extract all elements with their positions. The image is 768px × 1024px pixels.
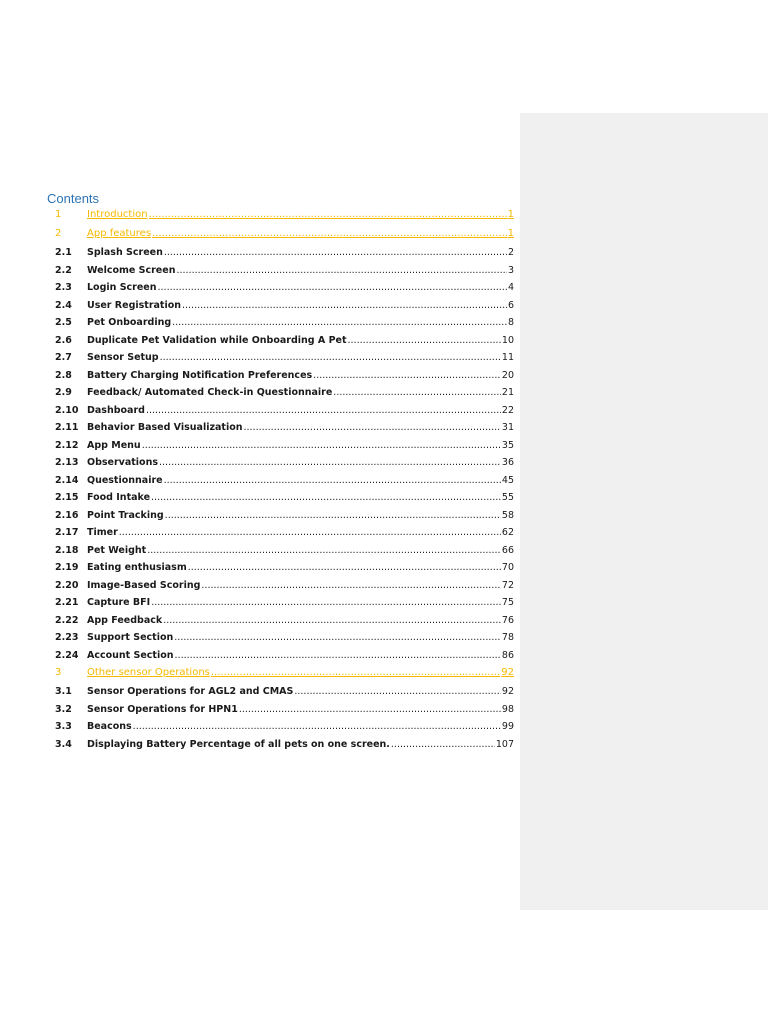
toc-entry-title[interactable]: Food Intake [87,492,151,503]
toc-entry[interactable] [55,282,514,300]
toc-entry[interactable] [55,352,514,370]
toc-entry-page-number: 92 [501,667,514,678]
toc-entry[interactable] [55,317,514,335]
toc-entry-page-number: 4 [507,282,514,293]
toc-entry[interactable] [55,300,514,318]
toc-entry-number: 2.16 [55,509,79,521]
toc-entry[interactable] [55,580,514,598]
toc-entry[interactable] [55,492,514,510]
toc-dot-leader [201,580,501,591]
toc-dot-leader [133,721,501,732]
toc-entry-number: 2.12 [55,439,79,451]
toc-entry-number: 2.13 [55,457,79,468]
toc-dot-leader [159,457,501,468]
toc-entry[interactable] [55,457,514,475]
toc-entry-page-number: 92 [501,686,514,697]
toc-entry-page-number: 98 [501,703,514,715]
toc-entry-number: 2.21 [55,597,79,608]
toc-entry-number: 2.22 [55,614,79,626]
toc-entry-number: 1 [55,209,62,220]
table-of-contents [55,209,514,756]
toc-entry[interactable] [55,545,514,563]
toc-entry-page-number: 22 [501,404,514,416]
toc-entry-number: 2.4 [55,299,72,311]
toc-entry-number: 3 [55,667,62,678]
toc-entry-title[interactable]: Displaying Battery Percentage of all pets on one screen. [87,738,390,750]
toc-entry-title[interactable]: Behavior Based Visualization [87,422,243,433]
toc-entry-page-number: 6 [507,299,514,311]
toc-dot-leader [333,387,501,398]
toc-dot-leader [151,597,501,608]
toc-entry-number: 2.9 [55,387,72,398]
toc-entry[interactable] [55,370,514,388]
toc-entry-title[interactable]: Battery Charging Notification Preferences [87,369,313,381]
toc-entry-page-number: 45 [501,474,514,486]
toc-entry[interactable] [55,527,514,545]
toc-dot-leader [149,209,507,220]
toc-dot-leader [164,247,507,258]
toc-entry[interactable] [55,686,514,704]
toc-entry-number: 2.1 [55,247,72,258]
toc-entry[interactable] [55,615,514,633]
toc-entry[interactable] [55,597,514,615]
toc-entry-number: 2.14 [55,474,79,486]
toc-entry-title[interactable]: Image-Based Scoring [87,579,201,591]
toc-entry[interactable] [55,475,514,493]
toc-entry-number: 3.4 [55,738,72,750]
toc-entry-page-number: 78 [501,632,514,643]
toc-dot-leader [172,317,507,328]
toc-entry-number: 2.24 [55,649,79,661]
toc-entry[interactable] [55,265,514,283]
toc-entry-page-number: 31 [501,422,514,433]
toc-entry-title[interactable]: Sensor Operations for AGL2 and CMAS [87,686,294,697]
toc-dot-leader [151,492,501,503]
toc-entry-number: 2.18 [55,544,79,556]
toc-entry-page-number: 1 [507,209,514,220]
toc-dot-leader [182,300,507,311]
toc-entry-page-number: 66 [501,544,514,556]
toc-entry-title[interactable]: App Menu [87,439,141,451]
toc-entry[interactable] [55,510,514,528]
toc-entry-number: 2.7 [55,352,72,363]
toc-entry-page-number: 10 [501,334,514,346]
toc-entry-title[interactable]: Pet Onboarding [87,317,172,328]
toc-entry-title[interactable]: User Registration [87,299,181,311]
toc-entry-number: 2.20 [55,579,79,591]
toc-dot-leader [175,650,501,661]
toc-entry-page-number: 72 [501,579,514,591]
comment-margin-pane [520,113,768,910]
toc-entry-number: 2.5 [55,317,72,328]
toc-entry-page-number: 55 [501,492,514,503]
toc-entry[interactable] [55,562,514,580]
toc-entry[interactable] [55,704,514,722]
toc-entry-page-number: 58 [501,509,514,521]
toc-entry[interactable] [55,405,514,423]
toc-entry-page-number: 36 [501,457,514,468]
toc-entry-title[interactable]: Welcome Screen [87,264,176,276]
toc-entry-number: 2.8 [55,369,72,381]
toc-dot-leader [142,440,501,451]
toc-entry-page-number: 2 [507,247,514,258]
toc-entry-number: 2 [55,228,62,239]
toc-entry-page-number: 99 [501,721,514,732]
toc-dot-leader [391,739,495,750]
toc-entry-number: 2.2 [55,264,72,276]
toc-entry[interactable] [55,667,514,686]
toc-entry-number: 2.6 [55,334,72,346]
toc-dot-leader [294,686,501,697]
toc-entry-page-number: 20 [501,369,514,381]
toc-entry-title[interactable]: Duplicate Pet Validation while Onboarding A Pet [87,334,347,346]
toc-entry-page-number: 70 [501,562,514,573]
toc-entry-title[interactable]: Splash Screen [87,247,163,258]
toc-dot-leader [165,510,501,521]
toc-dot-leader [158,282,507,293]
toc-entry-title[interactable]: Login Screen [87,282,157,293]
toc-entry-title[interactable]: Observations [87,457,159,468]
toc-entry-title[interactable]: App features [87,228,152,239]
toc-entry-title[interactable]: Timer [87,527,118,538]
toc-entry-title[interactable]: Support Section [87,632,174,643]
toc-dot-leader [147,545,501,556]
toc-entry-number: 2.11 [55,422,79,433]
toc-entry-page-number: 86 [501,649,514,661]
toc-entry-number: 2.23 [55,632,79,643]
toc-entry-page-number: 75 [501,597,514,608]
toc-entry-page-number: 11 [501,352,514,363]
toc-entry[interactable] [55,721,514,739]
toc-entry-title[interactable]: Capture BFI [87,597,151,608]
toc-entry-title[interactable]: Point Tracking [87,509,164,521]
toc-entry-number: 2.19 [55,562,79,573]
toc-entry-number: 3.1 [55,686,72,697]
toc-entry[interactable] [55,387,514,405]
toc-entry[interactable] [55,247,514,265]
toc-entry-title[interactable]: Other sensor Operations [87,667,210,678]
toc-entry-number: 2.10 [55,404,79,416]
toc-entry-page-number: 21 [501,387,514,398]
toc-entry-number: 2.15 [55,492,79,503]
toc-entry[interactable] [55,632,514,650]
toc-entry-title[interactable]: Eating enthusiasm [87,562,187,573]
toc-entry-title[interactable]: Pet Weight [87,544,147,556]
toc-entry[interactable] [55,422,514,440]
toc-entry-title[interactable]: Introduction [87,209,148,220]
toc-dot-leader [348,335,501,346]
toc-entry-title[interactable]: Questionnaire [87,474,163,486]
toc-entry-page-number: 8 [507,317,514,328]
toc-entry-number: 2.17 [55,527,79,538]
toc-dot-leader [163,615,501,626]
toc-dot-leader [176,265,506,276]
toc-entry-number: 2.3 [55,282,72,293]
toc-entry[interactable] [55,209,514,228]
toc-heading: Contents [47,191,100,206]
toc-entry-page-number: 76 [501,614,514,626]
toc-entry-title[interactable]: Beacons [87,721,132,732]
toc-dot-leader [211,667,500,678]
toc-entry-number: 3.2 [55,703,72,715]
toc-entry-title[interactable]: Account Section [87,649,174,661]
toc-entry-page-number: 107 [495,738,514,750]
toc-dot-leader [313,370,501,381]
toc-dot-leader [174,632,501,643]
toc-entry[interactable] [55,650,514,668]
toc-entry-title[interactable]: Feedback/ Automated Check-in Questionnaire [87,387,333,398]
toc-dot-leader [146,405,501,416]
toc-dot-leader [119,527,501,538]
toc-entry[interactable] [55,228,514,247]
toc-dot-leader [160,352,501,363]
toc-entry-page-number: 62 [501,527,514,538]
toc-entry[interactable] [55,335,514,353]
toc-dot-leader [188,562,501,573]
toc-dot-leader [152,228,507,239]
toc-entry[interactable] [55,440,514,458]
toc-entry-title[interactable]: Dashboard [87,404,145,416]
toc-entry-page-number: 3 [507,264,514,276]
toc-entry-number: 3.3 [55,721,72,732]
toc-dot-leader [239,704,501,715]
toc-entry-title[interactable]: Sensor Setup [87,352,159,363]
toc-dot-leader [164,475,501,486]
toc-dot-leader [244,422,501,433]
toc-entry-page-number: 1 [507,228,514,239]
toc-entry-title[interactable]: Sensor Operations for HPN1 [87,703,238,715]
toc-entry-title[interactable]: App Feedback [87,614,163,626]
toc-entry[interactable] [55,739,514,757]
toc-entry-page-number: 35 [501,439,514,451]
